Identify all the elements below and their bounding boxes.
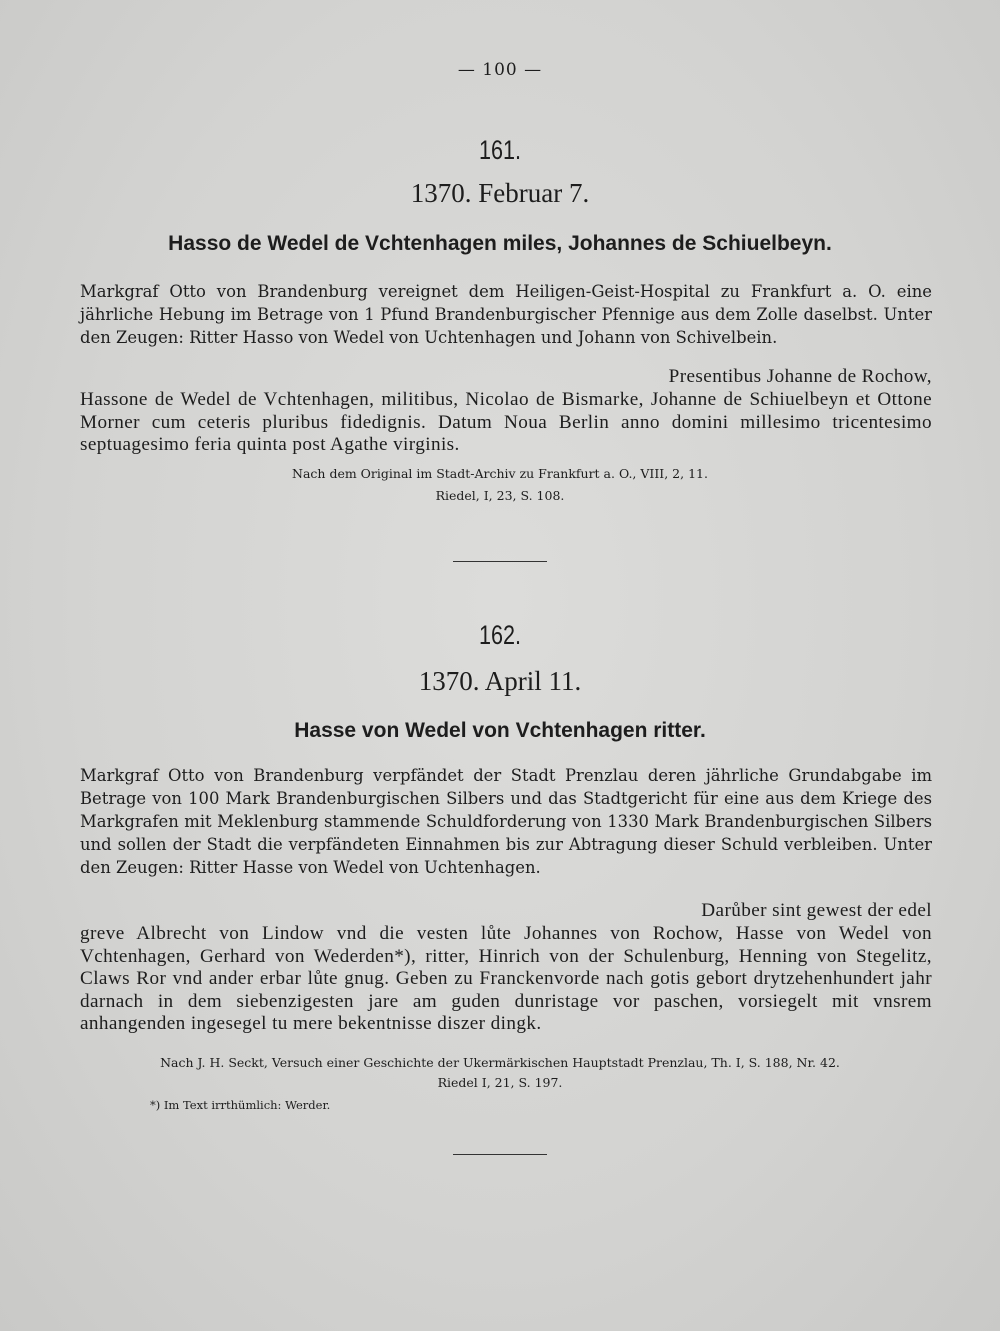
document-heading-161: Hasso de Wedel de Vchtenhagen miles, Johannes de Schiuelbeyn. bbox=[168, 232, 832, 255]
riedel-citation-162: Riedel I, 21, S. 197. bbox=[437, 1075, 563, 1090]
latin-text-161: Hassone de Wedel de Vchtenhagen, militibus, Nicolao de Bismarke, Johanne de Schiuelbeyn et Ottone Morner cum ceteris pluribus fidedignis. Datum Noua Berlin anno domini millesimo tricentesimo septuagesimo feria quinta post Agathe virginis. bbox=[80, 389, 932, 455]
latin-text-162: greve Albrecht von Lindow vnd die vesten lůte Johannes von Rochow, Hasse von Wedel von Vchtenhagen, Gerhard von Wederden*), ritter, Hinrich von der Schulenburg, Henning von Stegelitz, Claws Ror vnd ander erbar lůte gnug. Geben zu Franckenvorde nach gotis gebort drytzehenhundert jahr darnach in dem siebenzigesten jare am guden dunristage vor paschen, vorsiegelt mit vnsrem anhangenden ingesegel tu mere bekentnisse diszer dingk. bbox=[80, 923, 932, 1034]
document-date-162: 1370. April 11. bbox=[418, 666, 582, 696]
regest-paragraph-161: Markgraf Otto von Brandenburg vereignet dem Heiligen-Geist-Hospital zu Frankfurt a. O. eine jährliche Hebung im Betrage von 1 Pfund Brandenburgischer Pfennige aus dem Zolle daselbst. Unter den Zeugen: Ritter Hasso von Wedel von Uchtenhagen und Johann von Schivelbein. bbox=[80, 282, 932, 347]
latin-text-first-line-162: Darůber sint gewest der edel bbox=[701, 900, 932, 921]
footnote-162: *) Im Text irrthümlich: Werder. bbox=[150, 1098, 331, 1112]
document-date-161: 1370. Februar 7. bbox=[410, 178, 590, 208]
riedel-citation-161: Riedel, I, 23, S. 108. bbox=[435, 488, 565, 503]
document-heading-162: Hasse von Wedel von Vchtenhagen ritter. bbox=[294, 719, 706, 742]
section-divider-1 bbox=[453, 561, 547, 562]
latin-text-first-line-161: Presentibus Johanne de Rochow, bbox=[668, 366, 932, 387]
regest-paragraph-162: Markgraf Otto von Brandenburg verpfändet der Stadt Prenzlau deren jährliche Grundabgabe im Betrage von 100 Mark Brandenburgischen Silbers und das Stadtgericht für eine aus dem Kriege des Markgrafen mit Meklenburg stammende Schuldforderung von 1330 Mark Brandenburgischen Silbers und sollen der Stadt die verpfändeten Einnahmen bis zur Abtragung dieser Schuld verbleiben. Unter den Zeugen: Ritter Hasse von Wedel von Uchtenhagen. bbox=[80, 766, 932, 877]
source-citation-161: Nach dem Original im Stadt-Archiv zu Frankfurt a. O., VIII, 2, 11. bbox=[292, 466, 708, 481]
source-citation-162: Nach J. H. Seckt, Versuch einer Geschichte der Ukermärkischen Hauptstadt Prenzlau, Th. I, S. 188, Nr. 42. bbox=[160, 1055, 840, 1070]
section-divider-2 bbox=[453, 1154, 547, 1155]
document-number-162: 162. bbox=[478, 620, 522, 650]
document-number-161: 161. bbox=[478, 135, 522, 165]
page-number: — 100 — bbox=[457, 60, 543, 80]
